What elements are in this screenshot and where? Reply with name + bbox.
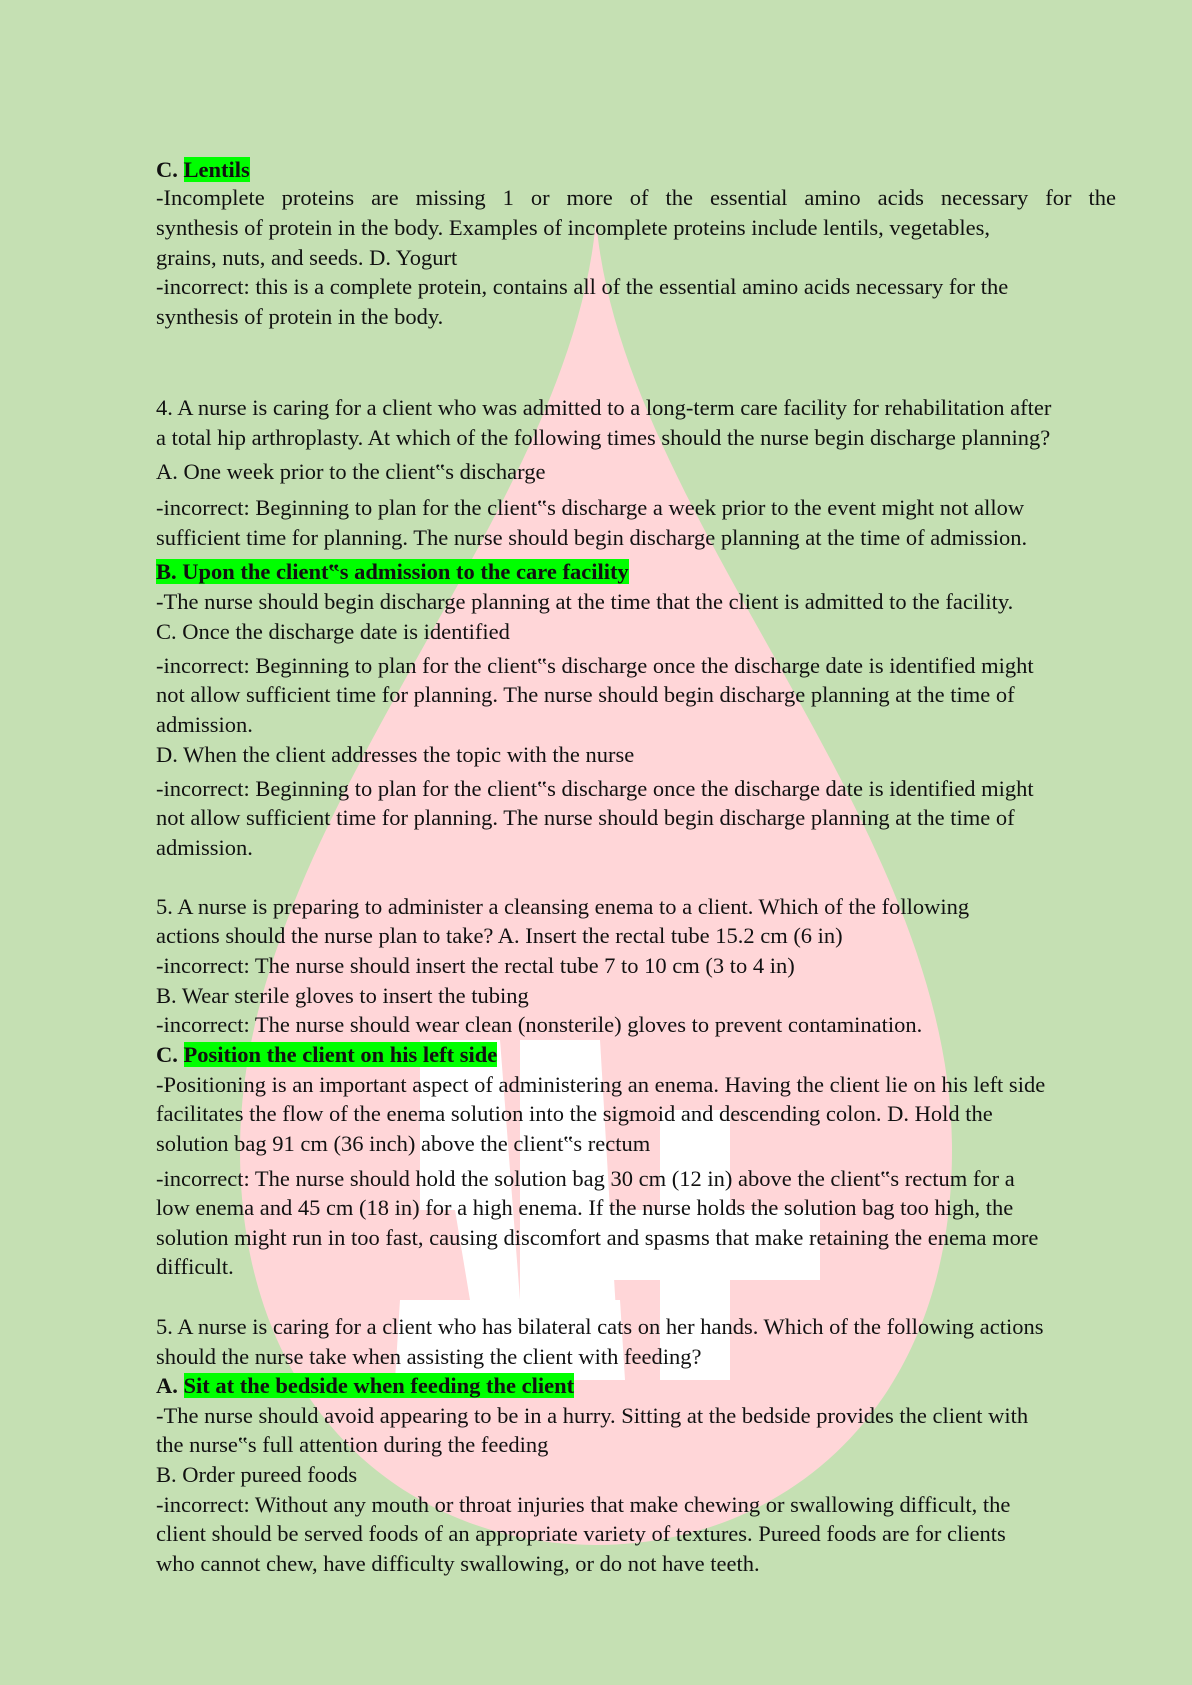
q5b-answer-line xyxy=(156,1372,1116,1400)
q4-option-c-explanation: admission. xyxy=(156,712,253,737)
q4-option-a-explanation: -incorrect: Beginning to plan for the client‟s discharge a week prior to the event might not allow xyxy=(156,495,1025,520)
q5a-answer-line xyxy=(156,1041,1116,1069)
q5a-text-line: solution bag 91 cm (36 inch) above the client‟s rectum xyxy=(156,1131,651,1156)
q5a-option-d-explanation: solution might run in too fast, causing discomfort and spasms that make retaining the enema more xyxy=(156,1225,1039,1250)
q4-option-c-explanation: not allow sufficient time for planning. The nurse should begin discharge planning at the time of xyxy=(156,682,1015,707)
q4-stem-line: 4. A nurse is caring for a client who was admitted to a long-term care facility for rehabilitation after xyxy=(156,395,1052,420)
q5a-option-d-explanation: low enema and 45 cm (18 in) for a high enema. If the nurse holds the solution bag too high, the xyxy=(156,1195,1014,1220)
q5b-option-b-explanation: who cannot chew, have difficulty swallowing, or do not have teeth. xyxy=(156,1551,760,1576)
q4-option-d-explanation: not allow sufficient time for planning. The nurse should begin discharge planning at the time of xyxy=(156,805,1015,830)
q5b-correct-answer: Sit at the bedside when feeding the client xyxy=(183,1373,575,1398)
q4-option-a-explanation: sufficient time for planning. The nurse should begin discharge planning at the time of admission. xyxy=(156,525,1028,550)
q5a-text-line: -incorrect: The nurse should insert the rectal tube 7 to 10 cm (3 to 4 in) xyxy=(156,953,795,978)
q3-correct-answer: Lentils xyxy=(183,157,250,182)
q5a-text-line: B. Wear sterile gloves to insert the tubing xyxy=(156,983,529,1008)
q5a-text-line: actions should the nurse plan to take? A. Insert the rectal tube 15.2 cm (6 in) xyxy=(156,923,843,948)
q5a-text-line: 5. A nurse is preparing to administer a cleansing enema to a client. Which of the following xyxy=(156,894,970,919)
q4-option-d-explanation: -incorrect: Beginning to plan for the client‟s discharge once the discharge date is identified might xyxy=(156,776,1034,801)
q5a-text-line: -Positioning is an important aspect of administering an enema. Having the client lie on his left side xyxy=(156,1072,1046,1097)
q4-option-c-explanation: -incorrect: Beginning to plan for the client‟s discharge once the discharge date is identified might xyxy=(156,653,1034,678)
q3-text-line: -Incomplete proteins are missing 1 or more of the essential amino acids necessary for the xyxy=(156,185,1116,210)
q5b-option-b: B. Order pureed foods xyxy=(156,1462,358,1487)
q5a-answer-prefix: C. xyxy=(156,1042,184,1067)
q4-answer-explanation: -The nurse should begin discharge planning at the time that the client is admitted to the facility. xyxy=(156,589,1014,614)
q5a-option-d-explanation: -incorrect: The nurse should hold the solution bag 30 cm (12 in) above the client‟s rectum for a xyxy=(156,1166,1015,1191)
q4-option-a: A. One week prior to the client‟s discharge xyxy=(156,459,546,484)
q5b-answer-prefix: A. xyxy=(156,1373,184,1398)
q4-option-c: C. Once the discharge date is identified xyxy=(156,619,510,644)
q5b-option-b-explanation: client should be served foods of an appropriate variety of textures. Pureed foods are for clients xyxy=(156,1521,1006,1546)
q5a-text-line: -incorrect: The nurse should wear clean (nonsterile) gloves to prevent contamination. xyxy=(156,1012,923,1037)
q4-stem-line: a total hip arthroplasty. At which of the following times should the nurse begin discharge planning? xyxy=(156,425,1051,450)
q4-option-d: D. When the client addresses the topic with the nurse xyxy=(156,742,635,767)
q3-text-line: synthesis of protein in the body. Examples of incomplete proteins include lentils, vegetables, xyxy=(156,215,990,240)
q3-text-line: grains, nuts, and seeds. D. Yogurt xyxy=(156,245,458,270)
q3-text-line: -incorrect: this is a complete protein, contains all of the essential amino acids necessary for the xyxy=(156,274,1009,299)
q5b-answer-explanation: -The nurse should avoid appearing to be in a hurry. Sitting at the bedside provides the client with xyxy=(156,1403,1029,1428)
q5a-correct-answer: Position the client on his left side xyxy=(183,1042,498,1067)
q5b-option-b-explanation: -incorrect: Without any mouth or throat injuries that make chewing or swallowing difficult, the xyxy=(156,1492,1011,1517)
q3-text-line: synthesis of protein in the body. xyxy=(156,304,444,329)
q5b-stem-line: should the nurse take when assisting the client with feeding? xyxy=(156,1344,702,1369)
q5b-stem-line: 5. A nurse is caring for a client who has bilateral cats on her hands. Which of the following actions xyxy=(156,1314,1044,1339)
q4-answer-line xyxy=(156,558,1116,586)
q3-answer-prefix: C. xyxy=(156,157,184,182)
q5b-answer-explanation: the nurse‟s full attention during the feeding xyxy=(156,1432,549,1457)
q5a-option-d-explanation: difficult. xyxy=(156,1254,234,1279)
q4-option-d-explanation: admission. xyxy=(156,835,253,860)
q4-correct-answer: B. Upon the client‟s admission to the care facility xyxy=(156,559,629,584)
q5a-text-line: facilitates the flow of the enema solution into the sigmoid and descending colon. D. Hold the xyxy=(156,1101,993,1126)
q3-answer-line xyxy=(156,156,1116,184)
